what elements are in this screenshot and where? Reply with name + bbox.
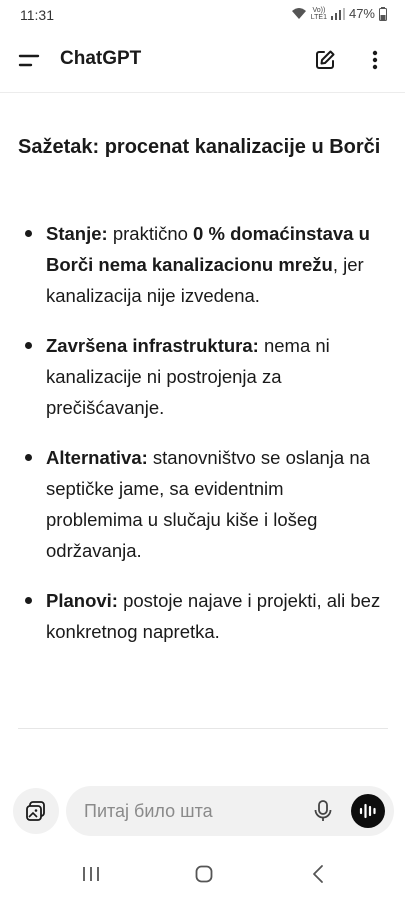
battery-icon — [379, 7, 387, 21]
bullet-list — [0, 218, 405, 666]
more-vertical-icon[interactable] — [367, 48, 383, 72]
wifi-icon — [291, 7, 307, 20]
battery-percent: 47% — [348, 6, 375, 21]
bullet-dot — [25, 454, 32, 461]
bullet-text-bold: 0 % domaćinstava u Borči nema kanalizacionu mrežu — [46, 223, 370, 275]
volte-indicator — [311, 7, 327, 21]
status-icons — [291, 6, 387, 21]
summary-title: Sažetak: procenat kanalizacije u Borči — [18, 136, 381, 158]
bullet-item-infrastruktura — [0, 330, 405, 423]
lte-label: LTE1 — [310, 13, 327, 21]
bullet-item-stanje — [0, 218, 405, 311]
bullet-text: praktično — [107, 223, 194, 244]
voice-mode-icon — [359, 803, 377, 819]
app-header — [0, 30, 405, 93]
bullet-text: postoje najave i projekti, ali bez konkretnog napretka. — [46, 590, 381, 642]
bullet-text-bold: Stanje: — [46, 223, 108, 244]
home-icon[interactable] — [195, 865, 213, 883]
back-icon[interactable] — [312, 864, 324, 884]
bullet-item-planovi — [0, 585, 405, 647]
voice-mode-button[interactable] — [351, 794, 385, 828]
section-divider — [18, 728, 388, 729]
bullet-text-bold: Planovi: — [46, 590, 118, 611]
message-input[interactable] — [84, 786, 294, 836]
message-composer — [66, 786, 394, 836]
bullet-text-bold: Alternativa: — [46, 447, 148, 468]
attach-image-button[interactable] — [13, 788, 59, 834]
bullet-text: nema ni kanalizacije ni postrojenja za prečišćavanje. — [46, 335, 330, 418]
status-bar — [0, 0, 405, 30]
bullet-text: , jer kanalizacija nije izvedena. — [46, 254, 364, 306]
menu-icon[interactable] — [18, 52, 42, 70]
status-time: 11:31 — [20, 7, 54, 23]
bullet-dot — [25, 342, 32, 349]
bullet-text-bold: Završena infrastruktura: — [46, 335, 259, 356]
system-nav-bar — [0, 846, 405, 900]
signal-icon — [331, 8, 345, 20]
bullet-dot — [25, 597, 32, 604]
bullet-item-alternativa — [0, 442, 405, 566]
new-chat-icon[interactable] — [313, 48, 337, 72]
volte-label: Vo)) — [312, 6, 326, 14]
mic-icon[interactable] — [312, 799, 334, 823]
recents-icon[interactable] — [82, 866, 100, 882]
app-title: ChatGPT — [60, 48, 142, 69]
attach-image-icon — [25, 800, 47, 822]
bullet-text: stanovništvo se oslanja na septičke jame, sa evidentnim problemima u slučaju kiše i lošeg održavanja. — [46, 447, 370, 561]
bullet-dot — [25, 230, 32, 237]
